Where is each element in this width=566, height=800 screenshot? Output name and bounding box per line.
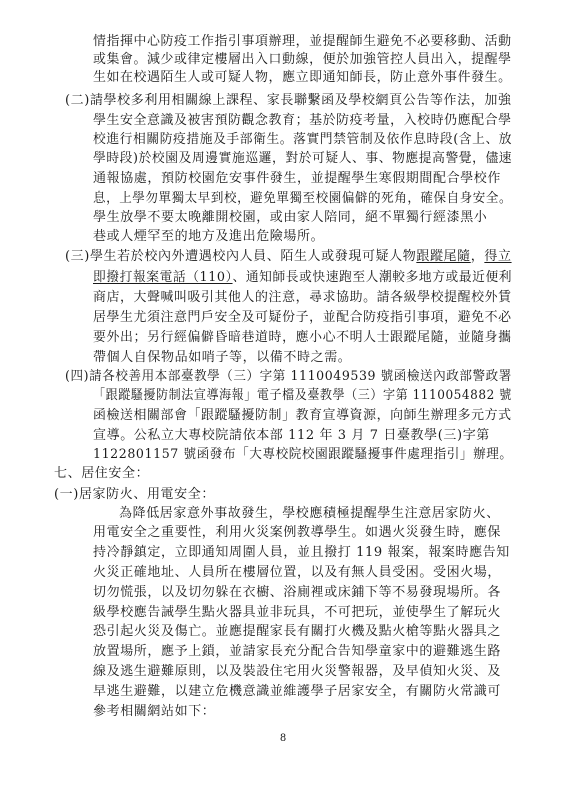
text-line: 線及逃生避難原則，以及裝設住宅用火災警報器，及早偵知火災、及 <box>93 664 502 679</box>
text-line: (四)請各校善用本部臺教學（三）字第 1110049539 號函檢送內政部警政署 <box>65 369 512 384</box>
text-line: 通報協處，預防校園危安事件發生，並提醒學生寒假期間配合學校作 <box>93 171 502 186</box>
text-line: 學生放學不要太晚離開校園，或由家人陪同，絕不單獨行經漆黑小 <box>93 210 488 225</box>
underlined-text: 即撥打報案電話（110） <box>93 270 233 285</box>
text-line: 要外出；另行經偏僻昏暗巷道時，應小心不明人士跟蹤尾隨，並隨身攜 <box>93 330 512 345</box>
text-line: 商店，大聲喊叫吸引其他人的注意，尋求協助。請各級學校提醒校外賃 <box>93 290 512 305</box>
text-segment: (三)學生若於校內外遭遇校內人員、陌生人或發現可疑人物 <box>65 249 417 264</box>
text-segment: 、通知師長或快速跑至人潮較多地方或最近便利 <box>232 270 513 285</box>
text-line: 持冷靜鎮定，立即通知周圍人員，並且撥打 119 報案，報案時應告知 <box>93 545 510 560</box>
text-line: 學生安全意識及被害預防觀念教育；基於防疫考量，入校時仍應配合學 <box>93 113 512 128</box>
text-line: 息，上學勿單獨太早到校，避免單獨至校園偏僻的死角，確保自身安全。 <box>93 191 513 206</box>
text-line: 學時段)於校園及周邊實施巡邏，對於可疑人、事、物應提高警覺，儘速 <box>93 151 513 166</box>
text-line: 帶個人自保物品如哨子等，以備不時之需。 <box>93 350 352 365</box>
underlined-text: 跟蹤尾隨 <box>416 249 471 264</box>
text-line: 「跟蹤騷擾防制法宣導海報」電子檔及臺教學（三）字第 1110054882 號 <box>93 388 512 403</box>
text-segment: ， <box>470 249 485 264</box>
text-line: 七、居住安全： <box>54 466 150 481</box>
text-line: 用電安全之重要性，利用火災案例教導學生。如遇火災發生時，應保 <box>93 525 502 540</box>
text-line <box>93 269 512 286</box>
text-line: 居學生尤須注意門戶安全及可疑份子，並配合防疫指引事項，避免不必 <box>93 310 512 325</box>
page-number: 8 <box>279 733 287 744</box>
text-line: (二)請學校多利用相關線上課程、家長聯繫函及學校網頁公告等作法，加強 <box>65 93 512 108</box>
text-line: 級學校應告誡學生點火器具並非玩具，不可把玩，並使學生了解玩火 <box>93 605 502 620</box>
text-line: 切勿慌張，以及切勿躲在衣櫥、浴廁裡或床鋪下等不易發現場所。各 <box>93 585 502 600</box>
text-line: 1122801157 號函發布「大專校院校園跟蹤騷擾事件處理指引」辦理。 <box>93 447 513 462</box>
text-line: 火災正確地址、人員所在樓層位置，以及有無人員受困。受困火場， <box>93 565 502 580</box>
text-line: 早逃生避難，以建立危機意識並維護學子居家安全，有關防火常識可 <box>93 684 502 699</box>
text-line: 參考相關網站如下： <box>93 704 216 719</box>
text-line: (一)居家防火、用電安全： <box>54 487 215 502</box>
text-line: 情指揮中心防疫工作指引事項辦理，並提醒師生避免不必要移動、活動 <box>93 34 512 49</box>
text-line: 恐引起火災及傷亡。並應提醒家長有關打火機及點火槍等點火器具之 <box>93 624 502 639</box>
text-line: 巷或人煙罕至的地方及進出危險場所。 <box>93 229 325 244</box>
text-line: 為降低居家意外事故發生，學校應積極提醒學生注意居家防火、 <box>119 506 500 521</box>
text-line: 生如在校遇陌生人或可疑人物，應立即通知師長，防止意外事件發生。 <box>93 70 512 85</box>
text-line: 放置場所，應予上鎖，並請家長充分配合告知學童家中的避難逃生路 <box>93 644 502 659</box>
underlined-text: 得立 <box>484 249 512 264</box>
text-line: 宣導。公私立大專校院請依本部 112 年 3 月 7 日臺教學(三)字第 <box>93 428 490 443</box>
text-line <box>65 248 512 265</box>
text-line: 函檢送相關部會「跟蹤騷擾防制」教育宣導資源，向師生辦理多元方式 <box>93 408 512 423</box>
text-line: 或集會。減少或律定樓層出入口動線，便於加強管控人員出入，提醒學 <box>93 52 512 67</box>
text-line: 校進行相關防疫措施及手部衛生。落實門禁管制及依作息時段(含上、放 <box>93 132 513 147</box>
